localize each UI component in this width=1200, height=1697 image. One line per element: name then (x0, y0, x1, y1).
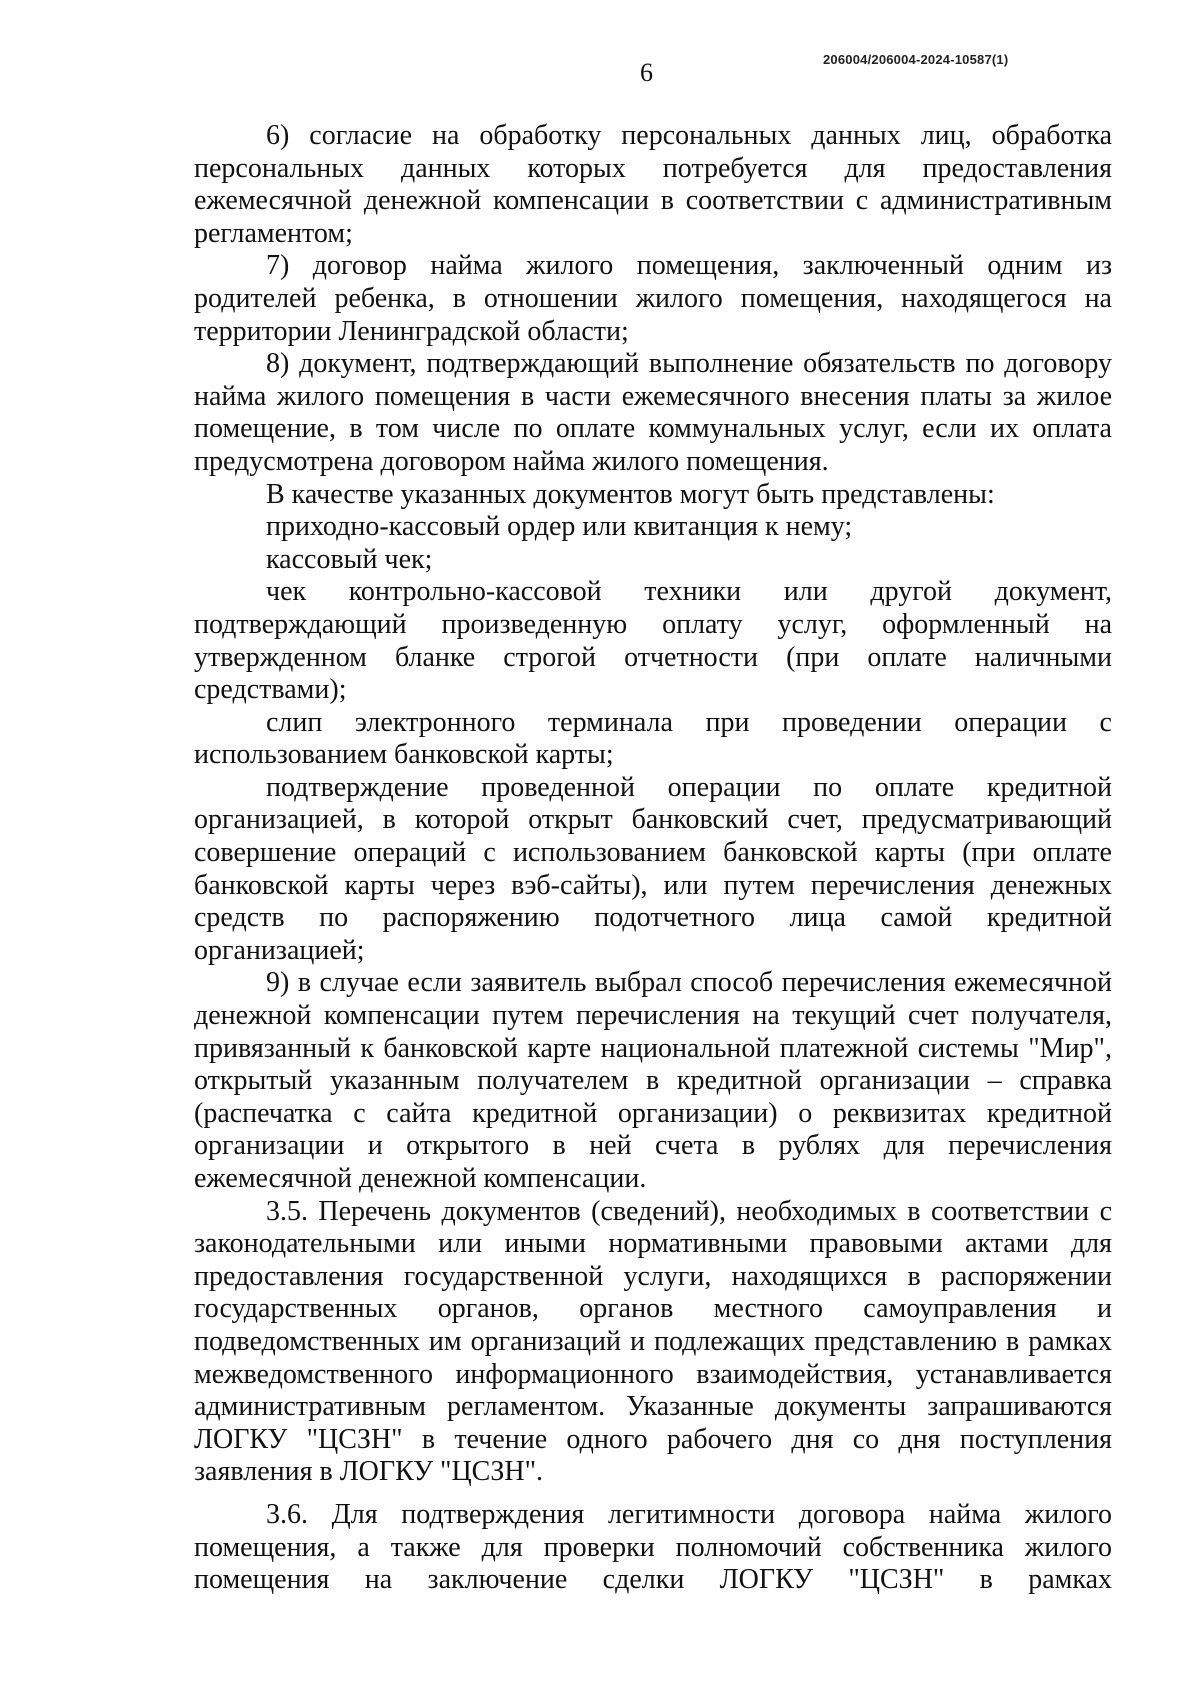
paragraph-bank-confirmation: подтверждение проведенной операции по оплате кредитной организацией, в которой открыт банковский счет, предусматривающий совершение операций с использованием банковской карты (при оплате банковской карты через вэб-сайты), или путем перечисления денежных средств по распоряжению подотчетного лица самой кредитной организацией; (194, 771, 1112, 966)
paragraph-section-3-5: 3.5. Перечень документов (сведений), необходимых в соответствии с законодательными или иными нормативными правовыми актами для предоставления государственной услуги, находящихся в распоряжении государственных органов, органов местного самоуправления и подведомственных им организаций и подлежащих представлению в рамках межведомственного информационного взаимодействия, устанавливается административным регламентом. Указанные документы запрашиваются ЛОГКУ "ЦСЗН" в течение одного рабочего дня со дня поступления заявления в ЛОГКУ "ЦСЗН". (194, 1195, 1112, 1488)
paragraph-cash-receipt: кассовый чек; (266, 543, 433, 575)
paragraph-section-3-6: 3.6. Для подтверждения легитимности договора найма жилого помещения, а также для проверки полномочий собственника жилого помещения на заключение сделки ЛОГКУ "ЦСЗН" в рамках (194, 1498, 1112, 1596)
document-body (194, 120, 1112, 1597)
document-id: 206004/206004-2024-10587(1) (823, 52, 1009, 67)
paragraph-cash-order: приходно-кассовый ордер или квитанция к нему; (266, 511, 853, 543)
paragraph-item-9: 9) в случае если заявитель выбрал способ перечисления ежемесячной денежной компенсации путем перечисления на текущий счет получателя, привязанный к банковской карте национальной платежной системы "Мир", открытый указанным получателем в кредитной организации – справка (распечатка с сайта кредитной организации) о реквизитах кредитной организации и открытого в ней счета в рублях для перечисления ежемесячной денежной компенсации. (194, 967, 1112, 1194)
paragraph-item-6: 6) согласие на обработку персональных данных лиц, обработка персональных данных которых потребуется для предоставления ежемесячной денежной компенсации в соответствии с административным регламентом; (194, 120, 1112, 249)
paragraph-cash-register-check: чек контрольно-кассовой техники или другой документ, подтверждающий произведенную оплату услуг, оформленный на утвержденном бланке строгой отчетности (при оплате наличными средствами); (194, 576, 1112, 706)
page-number: 6 (640, 58, 653, 87)
paragraph-documents-intro: В качестве указанных документов могут быть представлены: (266, 478, 995, 510)
paragraph-item-7: 7) договор найма жилого помещения, заключенный одним из родителей ребенка, в отношении жилого помещения, находящегося на территории Ленинградской области; (194, 250, 1112, 347)
paragraph-terminal-slip: слип электронного терминала при проведении операции с использованием банковской карты; (194, 706, 1112, 771)
paragraph-item-8: 8) документ, подтверждающий выполнение обязательств по договору найма жилого помещения в части ежемесячного внесения платы за жилое помещение, в том числе по оплате коммунальных услуг, если их оплата предусмотрена договором найма жилого помещения. (194, 348, 1112, 477)
